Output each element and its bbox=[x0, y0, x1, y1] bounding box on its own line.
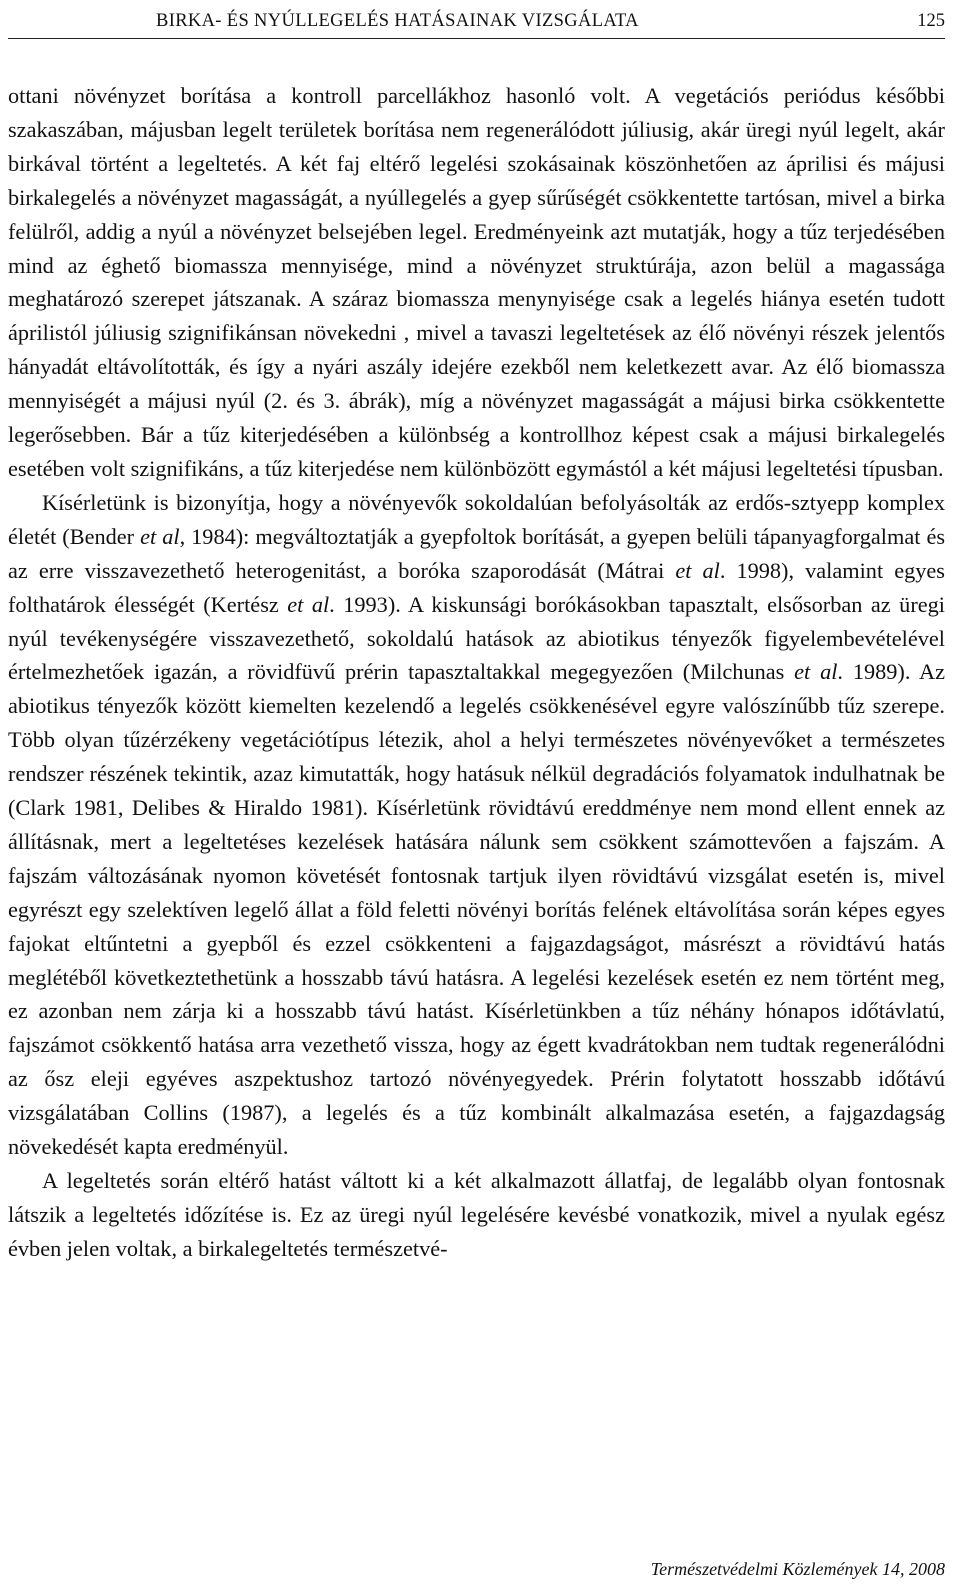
paragraph-text: , 1984): megváltoztatják a gyepfoltok borítását, a gyepen belüli tápanyagforgalmat és az erre visszavezethető heterogenitást, a boróka szaporodását (Mátrai bbox=[8, 523, 946, 583]
paragraph-herbivores bbox=[8, 486, 945, 1164]
header-rule bbox=[8, 38, 945, 39]
page-number: 125 bbox=[917, 11, 945, 31]
running-header-title: BIRKA- ÉS NYÚLLEGELÉS HATÁSAINAK VIZSGÁLATA bbox=[156, 11, 639, 31]
paragraph-text: . 1989). Az abiotikus tényezők között kiemelten kezelendő a legelés csökkenésével egyre valószínűbb tűz szerepe. Több olyan tűzérzékeny vegetációtípus létezik, ahol a helyi természetes növényevőket a természetes rendszer részének tekintik, azaz kimutatták, hogy hatásuk nélkül degradációs folyamatok indulhatnak be (Clark 1981, Delibes & Hiraldo 1981). Kísérletünk rövidtávú ereddménye nem mond ellent ennek az állításnak, mert a legeltetéses kezelések hatására nálunk sem csökkent számottevően a fajszám. A fajszám változásának nyomon követését fontosnak tartjuk ilyen rövidtávú vizsgálat esetén is, mivel egyrészt egy szelektíven legelő állat a föld feletti növényi borítás felének eltávolítása során képes egyes fajokat eltűntetni a gyepből és ezzel csökkenteni a fajgazdagságot, másrészt a rövidtávú hatás meglétéből következtethetünk a hosszabb távú hatásra. A legelési kezelések esetén ez nem történt meg, ez azonban nem zárja ki a hosszabb távú hatást. Kísérletünkben a tűz néhány hónapos időtávlatú, fajszámot csökkentő hatása arra vezethető vissza, hogy az égett kvadrátokban nem tudtak regenerálódni az ősz eleji egyéves aszpektushoz tartozó növényegyedek. Prérin folytatott hosszabb időtávú vizsgálatában Collins (1987), a legelés és a tűz kombinált alkalmazása esetén, a fajgazdagság növekedését kapta eredményül. bbox=[8, 659, 945, 1160]
paragraph-text: Kísérletünk is bizonyítja, hogy a növényevők sokoldalúan befolyásolták az erdős-sztyepp komplex életét (Bender bbox=[8, 489, 945, 549]
paragraph-text: ottani növényzet borítása a kontroll parcellákhoz hasonló volt. A vegetációs periódus későbbi szakaszában, májusban legelt területek borítása nem regenerálódott júliusig, akár üregi nyúl legelt, akár birkával történt a legeltetés. A két faj eltérő legelési szokásainak köszönhetően az áprilisi és májusi birkalegelés a növényzet magasságát, a nyúllegelés a gyep sűrűségét csökkentette tartósan, mivel a birka felülről, addig a nyúl a növényzet belsejében legel. Eredményeink azt mutatják, hogy a tűz terjedésében mind az éghető biomassza mennyisége, mind a növényzet struktúrája, azon belül a magassága meghatározó szerepet játszanak. A száraz biomassza menynyisége csak a legelés hiánya esetén tudott áprilistól júliusig szignifikánsan növekedni , mivel a tavaszi legeltetések az élő növényi részek jelentős hányadát eltávolították, és így a nyári aszály idejére ezekből nem keletkezett avar. Az élő biomassza mennyiségét a májusi nyúl (2. és 3. ábrák), míg a növényzet magasságát a májusi birka csökkentette legerősebben. Bár a tűz kiterjedésében a különbség a kontrollhoz képest csak a májusi birkalegelés esetében volt szignifikáns, a tűz kiterjedése nem különbözött egymástól a két májusi legeltetési típusban. bbox=[8, 83, 945, 481]
document-page bbox=[8, 0, 945, 1588]
paragraph-text: . 1993). A kiskunsági borókásokban tapasztalt, elsősorban az üregi nyúl tevékenységére visszavezethető, sokoldalú hatások az abiotikus tényezők figyelembevételével értelmezhetőek igazán, a rövidfüvű prérin tapasztaltakkal megegyezően (Milchunas bbox=[8, 591, 945, 685]
paragraph-continued bbox=[8, 79, 945, 486]
running-footer: Természetvédelmi Közlemények 14, 2008 bbox=[650, 1559, 945, 1579]
running-header bbox=[8, 6, 945, 36]
italic-citation-text: et al bbox=[140, 523, 180, 549]
paragraph-grazing-timing bbox=[8, 1164, 945, 1266]
italic-citation-text: et al bbox=[287, 591, 330, 617]
italic-citation-text: et al bbox=[675, 557, 720, 583]
body-text bbox=[8, 79, 945, 1266]
paragraph-text: . 1998), valamint egyes folthatárok élességét (Kertész bbox=[8, 557, 945, 617]
italic-citation-text: et al bbox=[794, 659, 838, 685]
paragraph-text: A legeltetés során eltérő hatást váltott ki a két alkalmazott állatfaj, de legalább olyan fontosnak látszik a legeltetés időzítése is. Ez az üregi nyúl legelésére kevésbé vonatkozik, mivel a nyulak egész évben jelen voltak, a birkalegeltetés természetvé- bbox=[8, 1168, 945, 1261]
